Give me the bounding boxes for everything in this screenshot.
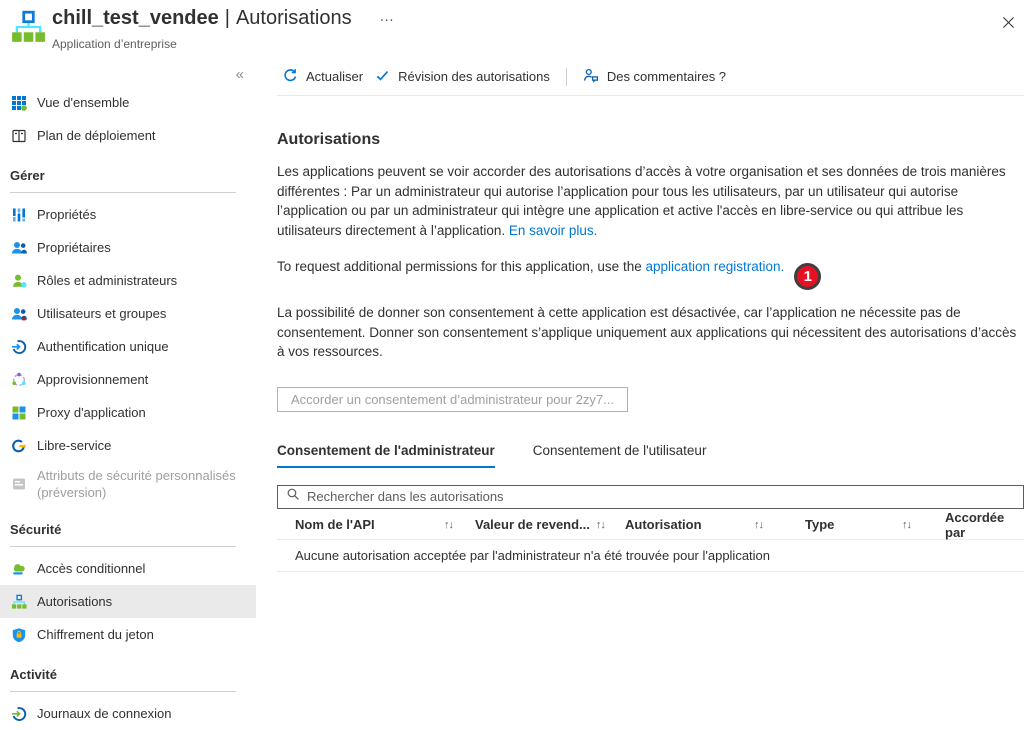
sidebar-section-manage: Gérer [10,168,45,183]
sidebar-item-roles-admins[interactable]: Rôles et administrateurs [0,264,256,297]
sidebar-item-permissions[interactable]: Autorisations [0,585,256,618]
search-icon [286,487,300,506]
sso-icon [10,338,27,355]
shield-lock-icon [10,626,27,643]
annotation-badge: 1 [794,263,821,290]
title-separator: | [224,7,230,29]
command-bar [277,58,1024,95]
intro-paragraph: Les applications peuvent se voir accorder des autorisations d’accès à votre organisation et ses données de trois manières différentes : Par un administrateur qui autorise l’application pour tous les utilisateurs, par un utilisateur qui autorise l’application ou par un administrateur qui intègre une application et active l'accès en libre-service ou qui attribue les utilisateurs directement à l’application. En savoir plus. [277,164,1006,238]
collapse-menu-button[interactable]: « [235,66,244,83]
column-type: Type [805,517,835,533]
sign-in-logs-icon [10,705,27,722]
sidebar-item-conditional-access[interactable]: Accès conditionnel [0,552,256,585]
more-options-button[interactable]: … [379,8,396,25]
sidebar-item-single-sign-on[interactable]: Authentification unique [0,330,256,363]
org-chart-icon [10,9,46,45]
tab-user-consent[interactable]: Consentement de l'utilisateur [532,442,707,458]
empty-table-message: Aucune autorisation acceptée par l'administrateur n'a été trouvée pour l'application [277,540,1024,572]
sort-icon[interactable]: ↑↓ [902,518,911,531]
book-icon [10,127,27,144]
app-name: chill_test_vendee [52,7,219,29]
sort-icon[interactable]: ↑↓ [754,518,763,531]
grant-admin-consent-button[interactable]: Accorder un consentement d’administrateur pour 2zy7... [277,387,628,412]
divider [10,691,236,692]
section-title: Autorisations [277,131,381,148]
custom-attributes-icon [10,476,27,493]
sidebar-item-provisioning[interactable]: Approvisionnement [0,363,256,396]
grid-icon [10,94,27,111]
refresh-icon [283,68,298,86]
people-icon [10,239,27,256]
search-permissions-box [277,485,1024,509]
sidebar-item-custom-security-attributes: Attributs de sécurité personnalisés (préversion) [0,462,256,506]
feedback-button[interactable]: Des commentaires ? [577,63,732,90]
close-icon [1002,17,1015,32]
request-permissions-paragraph: To request additional permissions for this application, use the application registration.1 [277,257,1024,290]
sidebar-item-overview[interactable]: Vue d'ensemble [0,86,256,119]
review-permissions-button[interactable]: Révision des autorisations [369,64,556,90]
page-title [52,7,395,30]
search-permissions-input[interactable] [307,489,1015,504]
sidebar-item-users-groups[interactable]: Utilisateurs et groupes [0,297,256,330]
column-permission: Autorisation [625,517,702,533]
sidebar-item-deployment-plan[interactable]: Plan de déploiement [0,119,256,152]
proxy-icon [10,404,27,421]
conditional-access-icon [10,560,27,577]
divider [10,546,236,547]
users-groups-icon [10,305,27,322]
tab-admin-consent[interactable]: Consentement de l'administrateur [277,443,495,468]
sidebar-item-app-proxy[interactable]: Proxy d'application [0,396,256,429]
refresh-button[interactable]: Actualiser [277,64,369,90]
sort-icon[interactable]: ↑↓ [595,518,605,531]
sidebar-item-sign-in-logs[interactable]: Journaux de connexion [0,697,256,730]
sidebar-item-self-service[interactable]: Libre-service [0,429,256,462]
person-role-icon [10,272,27,289]
provisioning-icon [10,371,27,388]
sidebar-item-owners[interactable]: Propriétaires [0,231,256,264]
learn-more-link[interactable]: En savoir plus. [508,222,598,238]
sidebar-item-properties[interactable]: Propriétés [0,198,256,231]
sidebar-item-token-encryption[interactable]: Chiffrement du jeton [0,618,256,651]
column-granted-by: Accordée par [945,509,1005,540]
column-claim-value: Valeur de revend... [475,517,590,533]
application-registration-link[interactable]: application registration [645,259,781,274]
blade-content [256,58,1035,707]
divider [10,192,236,193]
consent-tabs [277,443,1024,468]
sort-icon[interactable]: ↑↓ [444,518,453,531]
column-api-name: Nom de l'API [295,517,375,533]
sidebar-section-activity: Activité [10,667,57,682]
self-service-key-icon [10,437,27,454]
feedback-icon [583,67,599,86]
toolbar-separator [566,68,567,86]
blade-name: Autorisations [235,7,352,29]
app-type-subtitle: Application d’entreprise [52,37,177,51]
org-chart-icon [10,593,27,610]
close-button[interactable] [1000,14,1017,34]
sliders-icon [10,206,27,223]
checkmark-icon [375,68,390,86]
consent-disabled-paragraph: La possibilité de donner son consentement à cette application est désactivée, car l’application ne nécessite pas de consentement. Donner son consentement s’applique uniquement aux applications qui nécessitent des autorisations d’accès à vos ressources. [277,305,1017,360]
blade-menu [0,58,256,721]
sidebar-section-security: Sécurité [10,522,62,537]
blade-header [0,0,1035,58]
permissions-table-header [277,510,1024,540]
